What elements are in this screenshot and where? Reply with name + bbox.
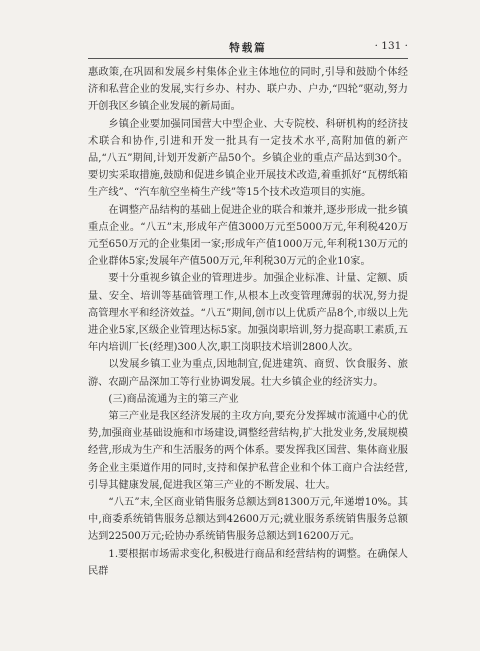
paragraph: 要十分重视乡镇企业的管理进步。加强企业标准、计量、定额、质量、安全、培训等基础管理工作,从根本上改变管理薄弱的状况,努力提高管理水平和经济效益。“八五”期间,创市以上优质产品8个,市级以上先进企业5家,区级企业管理达标5家。加强岗职培训,努力提高职工素质,五年内培训厂长(经理)300人次,职工岗职技术培训2800人次。 (88, 273, 408, 354)
paragraph: 在调整产品结构的基础上促进企业的联合和兼并,逐步形成一批乡镇重点企业。“八五”末,形成年产值3000万元至5000万元,年利税420万元至650万元的企业集团一家;形成年产值1000万元,年利税130万元的企业群体5家;发展年产值500万元,年利税30万元的企业10家。 (88, 204, 408, 268)
section-title: 特载篇 (229, 42, 267, 54)
page-number: · 131 · (374, 40, 408, 52)
paragraph: 1.要根据市场需求变化,积极进行商品和经营结构的调整。在确保人民群 (88, 548, 408, 577)
paragraph-continuation: 惠政策,在巩固和发展乡村集体企业主体地位的同时,引导和鼓励个体经济和私营企业的发展,实行乡办、村办、联户办、户办,“四轮”驱动,努力开创我区乡镇企业发展的新局面。 (88, 67, 408, 113)
paragraph: “八五”末,全区商业销售服务总额达到81300万元,年递增10%。其中,商委系统销售服务总额达到42600万元;就业服务系统销售服务总额达到22500万元;砼协办系统销售服务总额达到16200万元。 (88, 497, 408, 543)
running-header (88, 40, 408, 59)
body-text (88, 64, 408, 580)
paragraph: 第三产业是我区经济发展的主攻方向,要充分发挥城市流通中心的优势,加强商业基础设施和市场建设,调整经营结构,扩大批发业务,发展规模经营,形成为生产和生活服务的两个体系。要发挥我区国营、集体商业服务企业主渠道作用的同时,支持和保护私营企业和个体工商户合法经营,引导其健康发展,促进我区第三产业的不断发展、壮大。 (88, 411, 408, 491)
paragraph: 以发展乡镇工业为重点,因地制宜,促进建筑、商贸、饮食服务、旅游、农副产品深加工等行业协调发展。壮大乡镇企业的经济实力。 (88, 359, 408, 388)
section-subheading: (三)商品流通为主的第三产业 (108, 393, 239, 405)
paragraph: 乡镇企业要加强同国营大中型企业、大专院校、科研机构的经济技术联合和协作,引进和开发一批具有一定技术水平,高附加值的新产品,“八五”期间,计划开发新产品50个。乡镇企业的重点产品达到30个。要切实采取措施,鼓励和促进乡镇企业开展技术改造,着重抓好“瓦楞纸箱生产线”、“汽车航空坐椅生产线”等15个技术改造项目的实施。 (88, 118, 408, 199)
